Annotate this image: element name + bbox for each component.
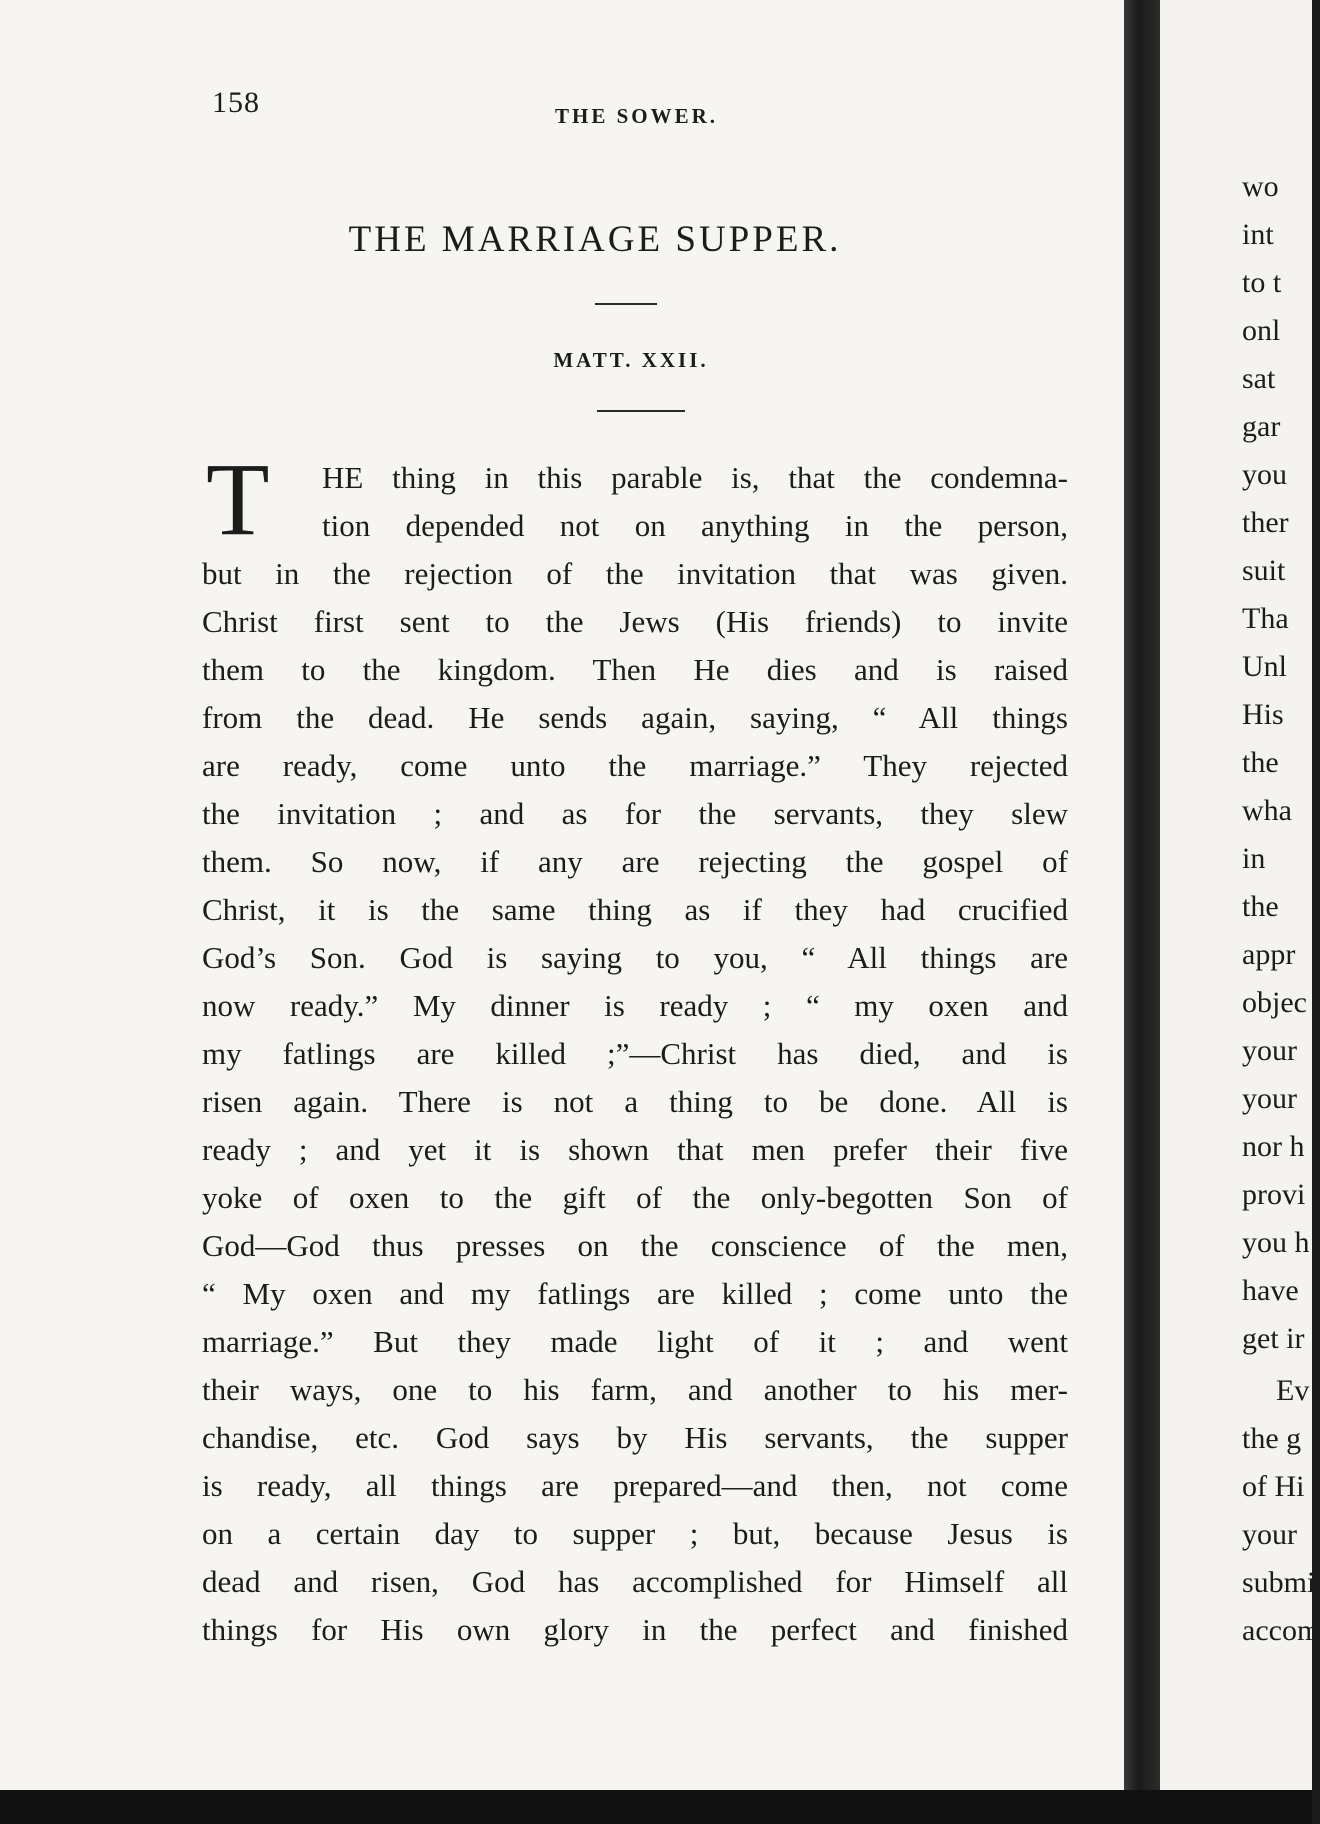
text-line: the g: [1242, 1422, 1302, 1455]
text-line: onl: [1242, 314, 1281, 347]
text-line: the invitation ; and as for the servants, they slew: [202, 796, 1068, 831]
body-text: [202, 454, 1068, 1654]
text-line: their ways, one to his farm, and another to his mer-: [202, 1372, 1068, 1407]
text-line: but in the rejection of the invitation that was given.: [202, 556, 1068, 591]
text-line: appr: [1242, 938, 1296, 971]
text-line: the: [1242, 890, 1279, 923]
text-line: Christ first sent to the Jews (His friends) to invite: [202, 604, 1068, 639]
text-line: dead and risen, God has accomplished for Himself all: [202, 1564, 1068, 1599]
text-line: nor h: [1242, 1130, 1305, 1163]
text-line: from the dead. He sends again, saying, “ All things: [202, 700, 1068, 735]
text-line: them. So now, if any are rejecting the gospel of: [202, 844, 1068, 879]
drop-cap: T: [206, 442, 270, 557]
title-divider: [595, 303, 657, 305]
text-line: them to the kingdom. Then He dies and is raised: [202, 652, 1068, 687]
text-line: my fatlings are killed ;”—Christ has died, and is: [202, 1036, 1068, 1071]
chapter-title: THE MARRIAGE SUPPER.: [348, 219, 842, 260]
text-line: sat: [1242, 362, 1276, 395]
text-line: God—God thus presses on the conscience of the men,: [202, 1228, 1068, 1263]
text-line: your: [1242, 1518, 1297, 1551]
text-line: in: [1242, 842, 1266, 875]
text-line: His: [1242, 698, 1284, 731]
text-line: have: [1242, 1274, 1299, 1307]
page-number: 158: [212, 86, 260, 119]
text-line: ther: [1242, 506, 1289, 539]
text-line: the: [1242, 746, 1279, 779]
text-line: is ready, all things are prepared—and then, not come: [202, 1468, 1068, 1503]
text-line: tion depended not on anything in the person,: [322, 508, 1068, 543]
text-line: of Hi: [1242, 1470, 1305, 1503]
text-line: gar: [1242, 410, 1281, 443]
text-line: wo: [1242, 170, 1279, 203]
text-line: HE thing in this parable is, that the condemna-: [322, 460, 1068, 495]
reference-divider: [597, 410, 685, 412]
text-line: get ir: [1242, 1322, 1305, 1355]
text-line: you: [1242, 458, 1287, 491]
text-line: provi: [1242, 1178, 1306, 1211]
text-line: yoke of oxen to the gift of the only-begotten Son of: [202, 1180, 1068, 1215]
scan-edge: [0, 1790, 1312, 1824]
text-line: objec: [1242, 986, 1307, 1019]
text-line: your: [1242, 1034, 1297, 1067]
text-line: Christ, it is the same thing as if they had crucified: [202, 892, 1068, 927]
scripture-reference: MATT. XXII.: [553, 348, 709, 372]
text-line: wha: [1242, 794, 1292, 827]
text-line: on a certain day to supper ; but, because Jesus is: [202, 1516, 1068, 1551]
text-line: marriage.” But they made light of it ; and went: [202, 1324, 1068, 1359]
text-line: “ My oxen and my fatlings are killed ; come unto the: [202, 1276, 1068, 1311]
text-line: now ready.” My dinner is ready ; “ my oxen and: [202, 988, 1068, 1023]
text-line: Tha: [1242, 602, 1289, 635]
text-line: chandise, etc. God says by His servants, the supper: [202, 1420, 1068, 1455]
running-head: THE SOWER.: [555, 104, 719, 128]
text-line: Unl: [1242, 650, 1287, 683]
text-line: you h: [1242, 1226, 1310, 1259]
text-line: are ready, come unto the marriage.” They rejected: [202, 748, 1068, 783]
text-line: your: [1242, 1082, 1297, 1115]
text-line: submi: [1242, 1566, 1316, 1599]
text-line: int: [1242, 218, 1274, 251]
text-line: ready ; and yet it is shown that men prefer their five: [202, 1132, 1068, 1167]
text-line: Ev: [1276, 1374, 1310, 1407]
text-line: accom: [1242, 1614, 1320, 1647]
right-page: [1160, 0, 1320, 1790]
text-line: things for His own glory in the perfect and finished: [202, 1612, 1068, 1647]
text-line: to t: [1242, 266, 1282, 299]
book-gutter: [1124, 0, 1160, 1824]
text-line: suit: [1242, 554, 1286, 587]
text-line: risen again. There is not a thing to be done. All is: [202, 1084, 1068, 1119]
text-line: God’s Son. God is saying to you, “ All things are: [202, 940, 1068, 975]
